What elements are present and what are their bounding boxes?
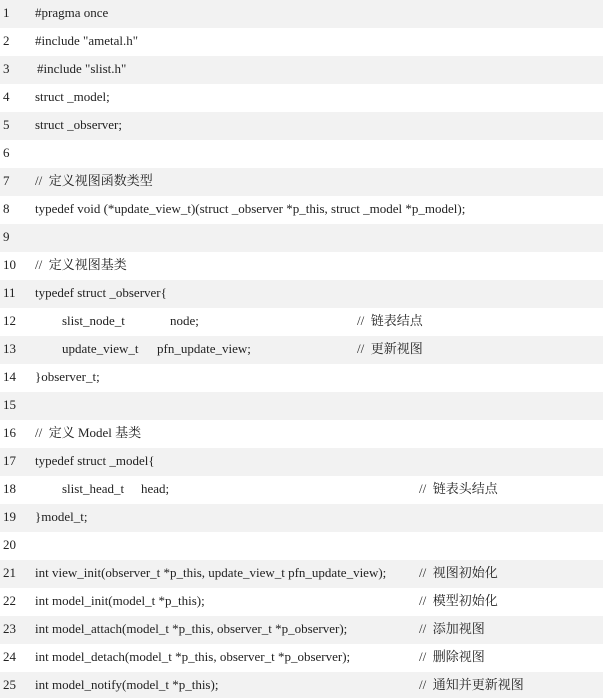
line-number: 2: [3, 33, 10, 48]
code-text: int view_init(observer_t *p_this, update_view_t pfn_update_view);: [35, 565, 387, 580]
code-comment: // 模型初始化: [419, 593, 498, 608]
code-line: [0, 448, 603, 476]
code-text: }model_t;: [35, 509, 88, 524]
line-number: 24: [3, 649, 16, 664]
line-number: 7: [3, 173, 10, 188]
code-text: int model_detach(model_t *p_this, observer_t *p_observer);: [35, 649, 351, 664]
code-line: [0, 588, 603, 616]
line-number: 11: [3, 285, 16, 300]
code-comment: // 更新视图: [357, 341, 423, 356]
code-line: [0, 84, 603, 112]
line-number: 21: [3, 565, 16, 580]
code-line: [0, 336, 603, 364]
line-number: 12: [3, 313, 16, 328]
code-text: typedef void (*update_view_t)(struct _observer *p_this, struct _model *p_model);: [35, 201, 466, 216]
code-comment: // 通知并更新视图: [419, 677, 524, 692]
code-line: [0, 224, 603, 252]
code-text: struct _observer;: [35, 117, 123, 132]
line-number: 15: [3, 397, 16, 412]
code-type: update_view_t: [62, 341, 139, 356]
line-number: 6: [3, 145, 10, 160]
code-line: [0, 560, 603, 588]
code-line: [0, 280, 603, 308]
code-text: #include "ametal.h": [35, 33, 139, 48]
code-text: }observer_t;: [35, 369, 100, 384]
line-number: 1: [3, 5, 10, 20]
code-line: [0, 616, 603, 644]
code-line: [0, 0, 603, 28]
line-number: 20: [3, 537, 16, 552]
code-member: pfn_update_view;: [157, 341, 251, 356]
code-comment: // 添加视图: [419, 621, 485, 636]
code-text: typedef struct _observer{: [35, 285, 167, 300]
code-member: head;: [141, 481, 170, 496]
line-number: 16: [3, 425, 16, 440]
code-comment: // 链表头结点: [419, 481, 498, 496]
line-number: 19: [3, 509, 16, 524]
line-number: 9: [3, 229, 10, 244]
line-number: 8: [3, 201, 10, 216]
line-number: 13: [3, 341, 16, 356]
code-line: [0, 308, 603, 336]
code-line: [0, 196, 603, 224]
code-comment: // 定义视图函数类型: [35, 173, 153, 188]
line-number: 23: [3, 621, 16, 636]
line-number: 10: [3, 257, 16, 272]
code-member: node;: [170, 313, 199, 328]
line-number: 22: [3, 593, 16, 608]
code-line: [0, 112, 603, 140]
code-comment: // 视图初始化: [419, 565, 498, 580]
code-line: [0, 420, 603, 448]
code-comment: // 链表结点: [357, 313, 423, 328]
code-line: [0, 28, 603, 56]
code-comment: // 删除视图: [419, 649, 485, 664]
code-text: int model_init(model_t *p_this);: [35, 593, 205, 608]
code-text: #pragma once: [35, 5, 109, 20]
code-text: #include "slist.h": [37, 61, 127, 76]
code-line: [0, 532, 603, 560]
code-line: [0, 392, 603, 420]
line-number: 18: [3, 481, 16, 496]
code-comment: // 定义 Model 基类: [35, 425, 142, 440]
code-comment: // 定义视图基类: [35, 257, 127, 272]
line-number: 14: [3, 369, 16, 384]
code-line: [0, 56, 603, 84]
code-line: [0, 644, 603, 672]
code-line: [0, 476, 603, 504]
code-text: int model_attach(model_t *p_this, observer_t *p_observer);: [35, 621, 348, 636]
code-type: slist_head_t: [62, 481, 125, 496]
code-line: [0, 504, 603, 532]
code-line: [0, 672, 603, 698]
code-type: slist_node_t: [62, 313, 125, 328]
code-text: int model_notify(model_t *p_this);: [35, 677, 219, 692]
code-line: [0, 168, 603, 196]
code-text: typedef struct _model{: [35, 453, 155, 468]
line-number: 17: [3, 453, 16, 468]
line-number: 3: [3, 61, 10, 76]
line-number: 4: [3, 89, 10, 104]
code-line: [0, 252, 603, 280]
code-line: [0, 364, 603, 392]
code-line: [0, 140, 603, 168]
line-number: 5: [3, 117, 10, 132]
line-number: 25: [3, 677, 16, 692]
code-text: struct _model;: [35, 89, 110, 104]
